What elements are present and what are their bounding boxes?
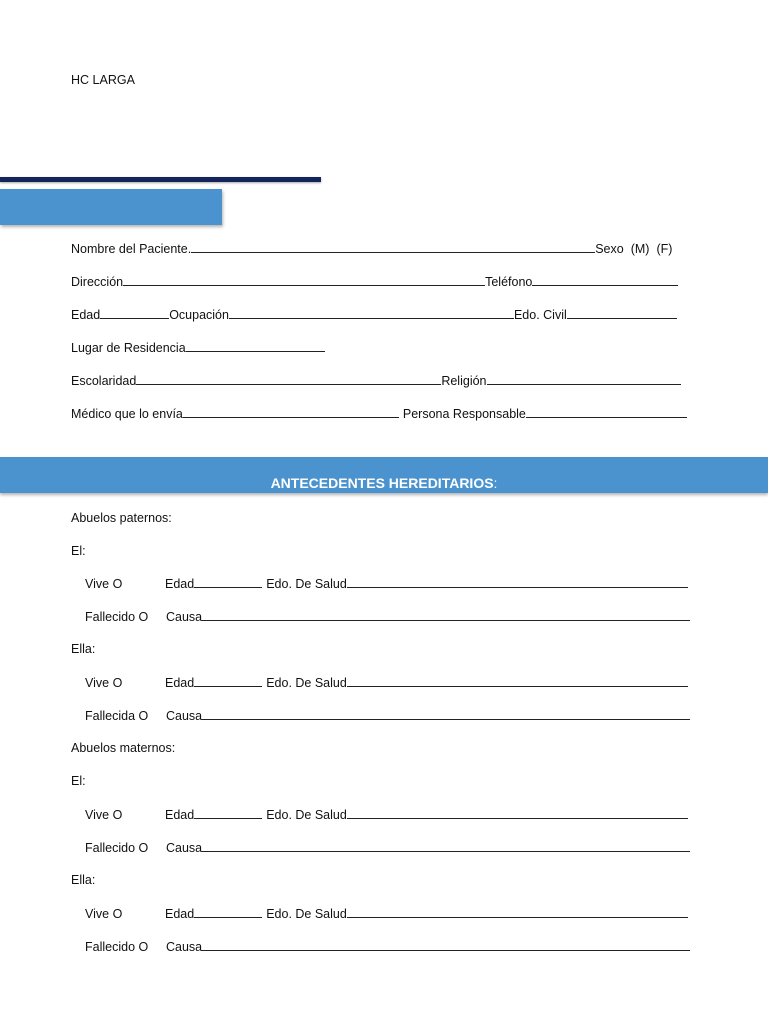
medico-label: Médico que lo envía — [71, 407, 183, 421]
row-medico — [71, 404, 687, 422]
edo-salud-field[interactable] — [347, 574, 688, 588]
materno-el-fallecido-row — [85, 838, 690, 856]
edad-label: Edad — [165, 676, 195, 690]
religion-field[interactable] — [487, 371, 681, 385]
row-residencia — [71, 338, 325, 356]
paterno-el-heading: El: — [71, 544, 86, 558]
abuelos-paternos-heading: Abuelos paternos: — [71, 511, 172, 525]
fallecido-option[interactable]: Fallecido O — [85, 610, 149, 624]
edad-label: Edad — [165, 577, 195, 591]
edo-salud-field[interactable] — [347, 904, 688, 918]
causa-label: Causa — [166, 709, 203, 723]
edad-field[interactable] — [194, 805, 262, 819]
vive-option[interactable]: Vive O — [85, 808, 123, 822]
paterno-ella-heading: Ella: — [71, 642, 96, 656]
causa-field[interactable] — [202, 838, 690, 852]
residencia-field[interactable] — [186, 338, 325, 352]
materno-ella-heading: Ella: — [71, 873, 96, 887]
materno-ella-vive-row — [85, 904, 688, 922]
edad-label: Edad — [165, 808, 195, 822]
edad-field[interactable] — [194, 904, 262, 918]
causa-field[interactable] — [202, 607, 690, 621]
edad-field[interactable] — [100, 305, 169, 319]
edo-civil-label: Edo. Civil — [513, 308, 567, 322]
nombre-field[interactable] — [191, 239, 595, 253]
edo-civil-field[interactable] — [567, 305, 677, 319]
edad-label: Edad — [71, 308, 101, 322]
header-divider — [0, 177, 321, 182]
row-escolaridad — [71, 371, 681, 389]
sexo-label: Sexo — [595, 242, 624, 256]
edo-salud-field[interactable] — [347, 673, 688, 687]
responsable-field[interactable] — [526, 404, 687, 418]
escolaridad-label: Escolaridad — [71, 374, 137, 388]
escolaridad-field[interactable] — [136, 371, 441, 385]
religion-label: Religión — [441, 374, 487, 388]
document-title: HC LARGA — [71, 73, 135, 87]
causa-label: Causa — [166, 940, 203, 954]
causa-field[interactable] — [202, 706, 690, 720]
direccion-label: Dirección — [71, 275, 124, 289]
sexo-f-option[interactable]: (F) — [656, 242, 673, 256]
vive-option[interactable]: Vive O — [85, 676, 123, 690]
edad-field[interactable] — [194, 673, 262, 687]
header-color-block — [0, 189, 222, 225]
telefono-field[interactable] — [532, 272, 678, 286]
edad-field[interactable] — [194, 574, 262, 588]
paterno-ella-vive-row — [85, 673, 688, 691]
row-nombre — [71, 239, 672, 257]
responsable-label: Persona Responsable — [402, 407, 526, 421]
fallecida-option[interactable]: Fallecida O — [85, 709, 149, 723]
vive-option[interactable]: Vive O — [85, 907, 123, 921]
row-edad — [71, 305, 677, 323]
section-title: ANTECEDENTES HEREDITARIOS — [270, 475, 494, 491]
edo-salud-label: Edo. De Salud — [266, 577, 347, 591]
edo-salud-label: Edo. De Salud — [266, 808, 347, 822]
fallecido-option[interactable]: Fallecido O — [85, 940, 149, 954]
edad-label: Edad — [165, 907, 195, 921]
section-header-antecedentes — [0, 457, 768, 493]
causa-label: Causa — [166, 841, 203, 855]
abuelos-maternos-heading: Abuelos maternos: — [71, 741, 176, 755]
causa-field[interactable] — [202, 937, 690, 951]
causa-label: Causa — [166, 610, 203, 624]
fallecido-option[interactable]: Fallecido O — [85, 841, 149, 855]
vive-option[interactable]: Vive O — [85, 577, 123, 591]
direccion-field[interactable] — [123, 272, 485, 286]
materno-el-vive-row — [85, 805, 688, 823]
edo-salud-field[interactable] — [347, 805, 688, 819]
medico-field[interactable] — [183, 404, 399, 418]
edo-salud-label: Edo. De Salud — [266, 907, 347, 921]
materno-ella-fallecido-row — [85, 937, 690, 955]
paterno-ella-fallecida-row — [85, 706, 690, 724]
section-title-colon: : — [493, 475, 498, 491]
nombre-label: Nombre del Paciente. — [71, 242, 192, 256]
residencia-label: Lugar de Residencia — [71, 341, 186, 355]
telefono-label: Teléfono — [485, 275, 533, 289]
materno-el-heading: El: — [71, 774, 86, 788]
paterno-el-fallecido-row — [85, 607, 690, 625]
row-direccion — [71, 272, 678, 290]
ocupacion-field[interactable] — [229, 305, 514, 319]
ocupacion-label: Ocupación — [169, 308, 229, 322]
sexo-m-option[interactable]: (M) — [630, 242, 650, 256]
edo-salud-label: Edo. De Salud — [266, 676, 347, 690]
paterno-el-vive-row — [85, 574, 688, 592]
